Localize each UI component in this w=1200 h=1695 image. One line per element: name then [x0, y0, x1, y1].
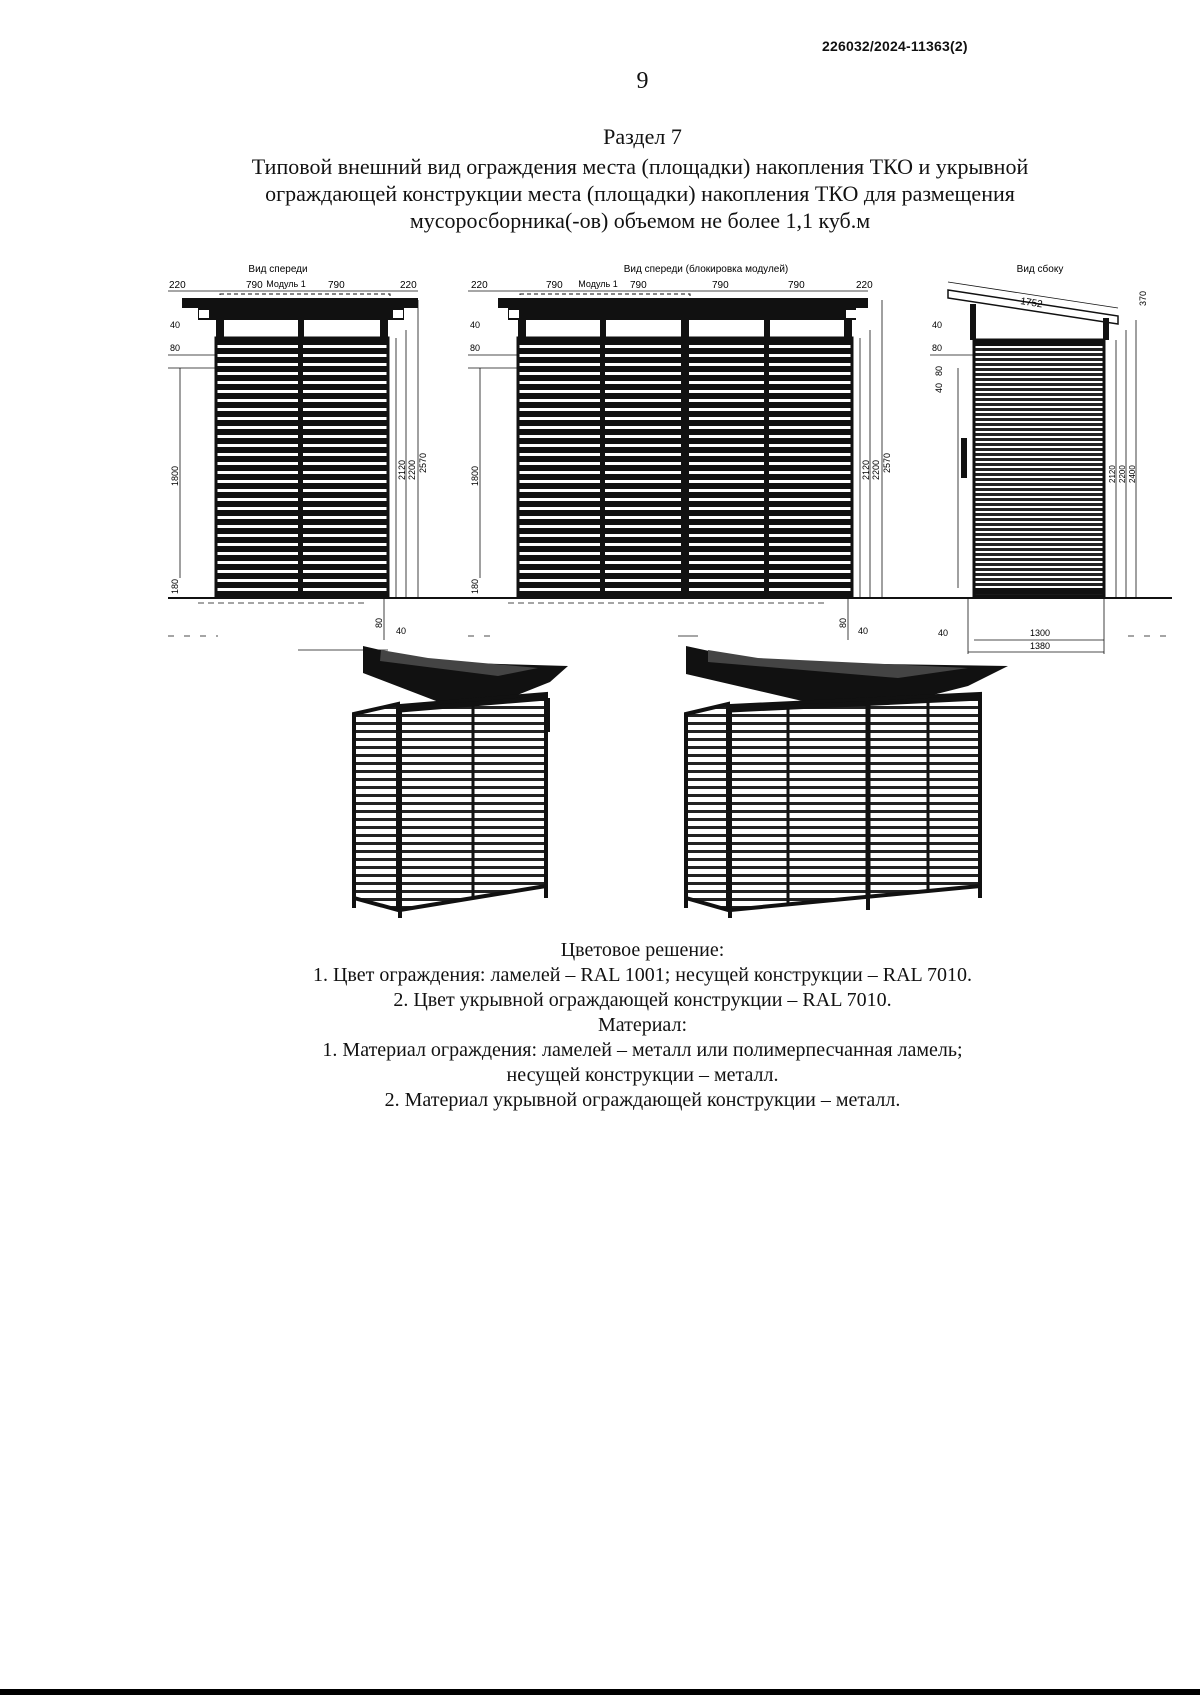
- front-block-view: [468, 263, 892, 640]
- block-dim-2570: 2570: [882, 452, 892, 473]
- block-dim-220-right: 220: [856, 280, 873, 291]
- isometric-view-double: [686, 646, 1008, 918]
- dim-2570: 2570: [418, 452, 428, 473]
- document-number: 226032/2024-11363(2): [822, 38, 968, 54]
- block-dim-80: 80: [470, 343, 481, 353]
- block-dim-790-b: 790: [630, 280, 647, 291]
- color-item-2: 2. Цвет укрывной ограждающей конструкции – RAL 7010.: [393, 989, 892, 1011]
- dim-2120: 2120: [397, 459, 407, 480]
- dim-790-a: 790: [246, 280, 263, 291]
- block-dim-2120: 2120: [861, 459, 871, 480]
- dim-2200: 2200: [407, 459, 417, 480]
- section-title: Раздел 7: [603, 124, 682, 149]
- side-dim-40: 40: [932, 320, 943, 330]
- color-item-1: 1. Цвет ограждения: ламелей – RAL 1001; несущей конструкции – RAL 7010.: [312, 964, 973, 986]
- side-dim-2120: 2120: [1108, 465, 1117, 483]
- side-dim-40-bottom: 40: [938, 628, 949, 638]
- material-item-2: 2. Материал укрывной ограждающей конструкции – металл.: [384, 1089, 901, 1111]
- side-dim-40-80-a: 40: [934, 382, 944, 393]
- dim-40: 40: [170, 320, 181, 330]
- dim-80-bottom: 80: [374, 617, 384, 628]
- block-dim-220-left: 220: [471, 280, 488, 291]
- front-block-view-title: Вид спереди (блокировка модулей): [623, 264, 789, 275]
- color-title: Цветовое решение:: [560, 939, 725, 961]
- material-item-1b: несущей конструкции – металл.: [506, 1064, 779, 1086]
- block-dim-180: 180: [470, 578, 480, 594]
- section-heading: [205, 153, 1075, 234]
- dim-220-right: 220: [400, 280, 417, 291]
- side-view: [930, 263, 1168, 654]
- side-dim-370: 370: [1138, 290, 1148, 306]
- front-view-title: Вид спереди: [248, 264, 308, 275]
- side-dim-2400: 2400: [1128, 465, 1137, 483]
- heading-line-2: ограждающей конструкции места (площадки) накопления ТКО для размещения: [265, 181, 1015, 206]
- dim-180: 180: [170, 578, 180, 594]
- page-bottom-border: [0, 1689, 1200, 1695]
- page-number: 9: [636, 68, 649, 94]
- side-dim-1300: 1300: [1030, 628, 1051, 638]
- dim-80: 80: [170, 343, 181, 353]
- dim-220-left: 220: [169, 280, 186, 291]
- technical-drawings: [168, 258, 1178, 918]
- dim-790-b: 790: [328, 280, 345, 291]
- block-dim-790-c: 790: [712, 280, 729, 291]
- side-dim-2200: 2200: [1118, 465, 1127, 483]
- heading-line-1: Типовой внешний вид ограждения места (площадки) накопления ТКО и укрывной: [251, 154, 1029, 179]
- side-view-title: Вид сбоку: [1016, 264, 1064, 275]
- side-dim-40-80-b: 80: [934, 365, 944, 376]
- block-dim-40-bottom: 40: [858, 626, 869, 636]
- block-dim-40: 40: [470, 320, 481, 330]
- caption-block: [150, 938, 1135, 1113]
- material-title: Материал:: [597, 1014, 688, 1036]
- block-dim-80-bottom: 80: [838, 617, 848, 628]
- front-view: [168, 264, 428, 650]
- block-dim-2200: 2200: [871, 459, 881, 480]
- side-dim-1380: 1380: [1030, 641, 1051, 651]
- block-dim-790-d: 790: [788, 280, 805, 291]
- dim-40-bottom: 40: [396, 626, 407, 636]
- block-dim-790-a: 790: [546, 280, 563, 291]
- block-dim-1800: 1800: [470, 465, 480, 486]
- heading-line-3: мусоросборника(-ов) объемом не более 1,1 куб.м: [409, 208, 871, 233]
- front-block-view-module: Модуль 1: [578, 279, 618, 289]
- isometric-view-single: [354, 646, 568, 918]
- side-dim-1752: 1752: [1019, 296, 1044, 311]
- side-dim-80: 80: [932, 343, 943, 353]
- material-item-1a: 1. Материал ограждения: ламелей – металл или полимерпесчанная ламель;: [322, 1039, 963, 1061]
- dim-1800: 1800: [170, 465, 180, 486]
- front-view-module: Модуль 1: [266, 279, 306, 289]
